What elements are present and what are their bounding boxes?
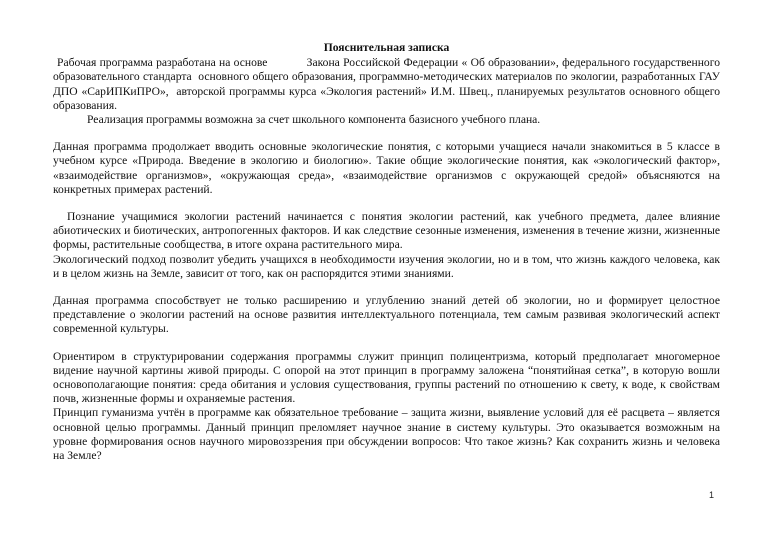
- spacer: [53, 337, 720, 350]
- paragraph-humanism: Принцип гуманизма учтён в программе как обязательное требование – защита жизни, выявление условий для её расцвета – является основной целью программы. Данный принцип преломляет научное знание в систему культуры. Это оказывается возможным на уровне формирования основ научного мировоззрения при обсуждении вопросов: Что такое жизнь? Как сохранить жизнь и человека на Земле?: [53, 406, 720, 463]
- paragraph-contribution: Данная программа способствует не только расширению и углублению знаний детей об экологии, но и формирует целостное представление о экологии растений на основе развития интеллектуального потенциала, тем самым развивая экологический аспект современной культуры.: [53, 294, 720, 336]
- document-page: [53, 41, 723, 463]
- document-title: Пояснительная записка: [323, 41, 450, 54]
- paragraph-continuation: Данная программа продолжает вводить основные экологические понятия, с которыми учащиеся начали знакомиться в 5 классе в учебном курсе «Природа. Введение в экологию и биологию». Такие общие экологические понятия, как «экологический фактор», «взаимодействие организмов», «окружающая среда», «взаимодействие организмов с окружающей средой» объясняются на конкретных примерах растений.: [53, 140, 720, 196]
- paragraph-ecological-approach: Экологический подход позволит убедить учащихся в необходимости изучения экологии, но и в том, что жизнь каждого человека, как и в целом жизнь на Земле, зависит от того, как он распорядится этими знаниями.: [53, 252, 720, 280]
- page-number: 1: [709, 490, 715, 500]
- paragraph-basis: Рабочая программа разработана на основе Закона Российской Федерации « Об образовании», федерального государственного образовательного стандарта основного общего образования, программно-методических материалов по экологии, разработанных ГАУ ДПО «СарИПКиПРО», авторской программы курса «Экология растений» И.М. Швец., планируемых результатов основного общего образования.: [53, 56, 723, 112]
- paragraph-polycentrism: Ориентиром в структурировании содержания программы служит принцип полицентризма, который предполагает многомерное видение научной картины живой природы. С опорой на этот принцип в программу заложена “понятийная сетка”, в которую вошли основополагающие понятия: среда обитания и условия существования, группы растений по отношению к свету, к воде, к свойствам почв, жизненные формы и охраняемые растения.: [53, 349, 720, 406]
- paragraph-cognition: Познание учащимися экологии растений начинается с понятия экологии растений, как учебного предмета, далее влияние абиотических и биотических, антропогенных факторов. И как следствие сезонные изменения, изменения в течение жизни, жизненные формы, растительные сообщества, в итоге охрана растительного мира.: [53, 210, 720, 252]
- paragraph-implementation: Реализация программы возможна за счет школьного компонента базисного учебного плана.: [87, 113, 541, 127]
- spacer: [53, 281, 720, 294]
- spacer: [53, 197, 720, 210]
- spacer: [53, 127, 720, 140]
